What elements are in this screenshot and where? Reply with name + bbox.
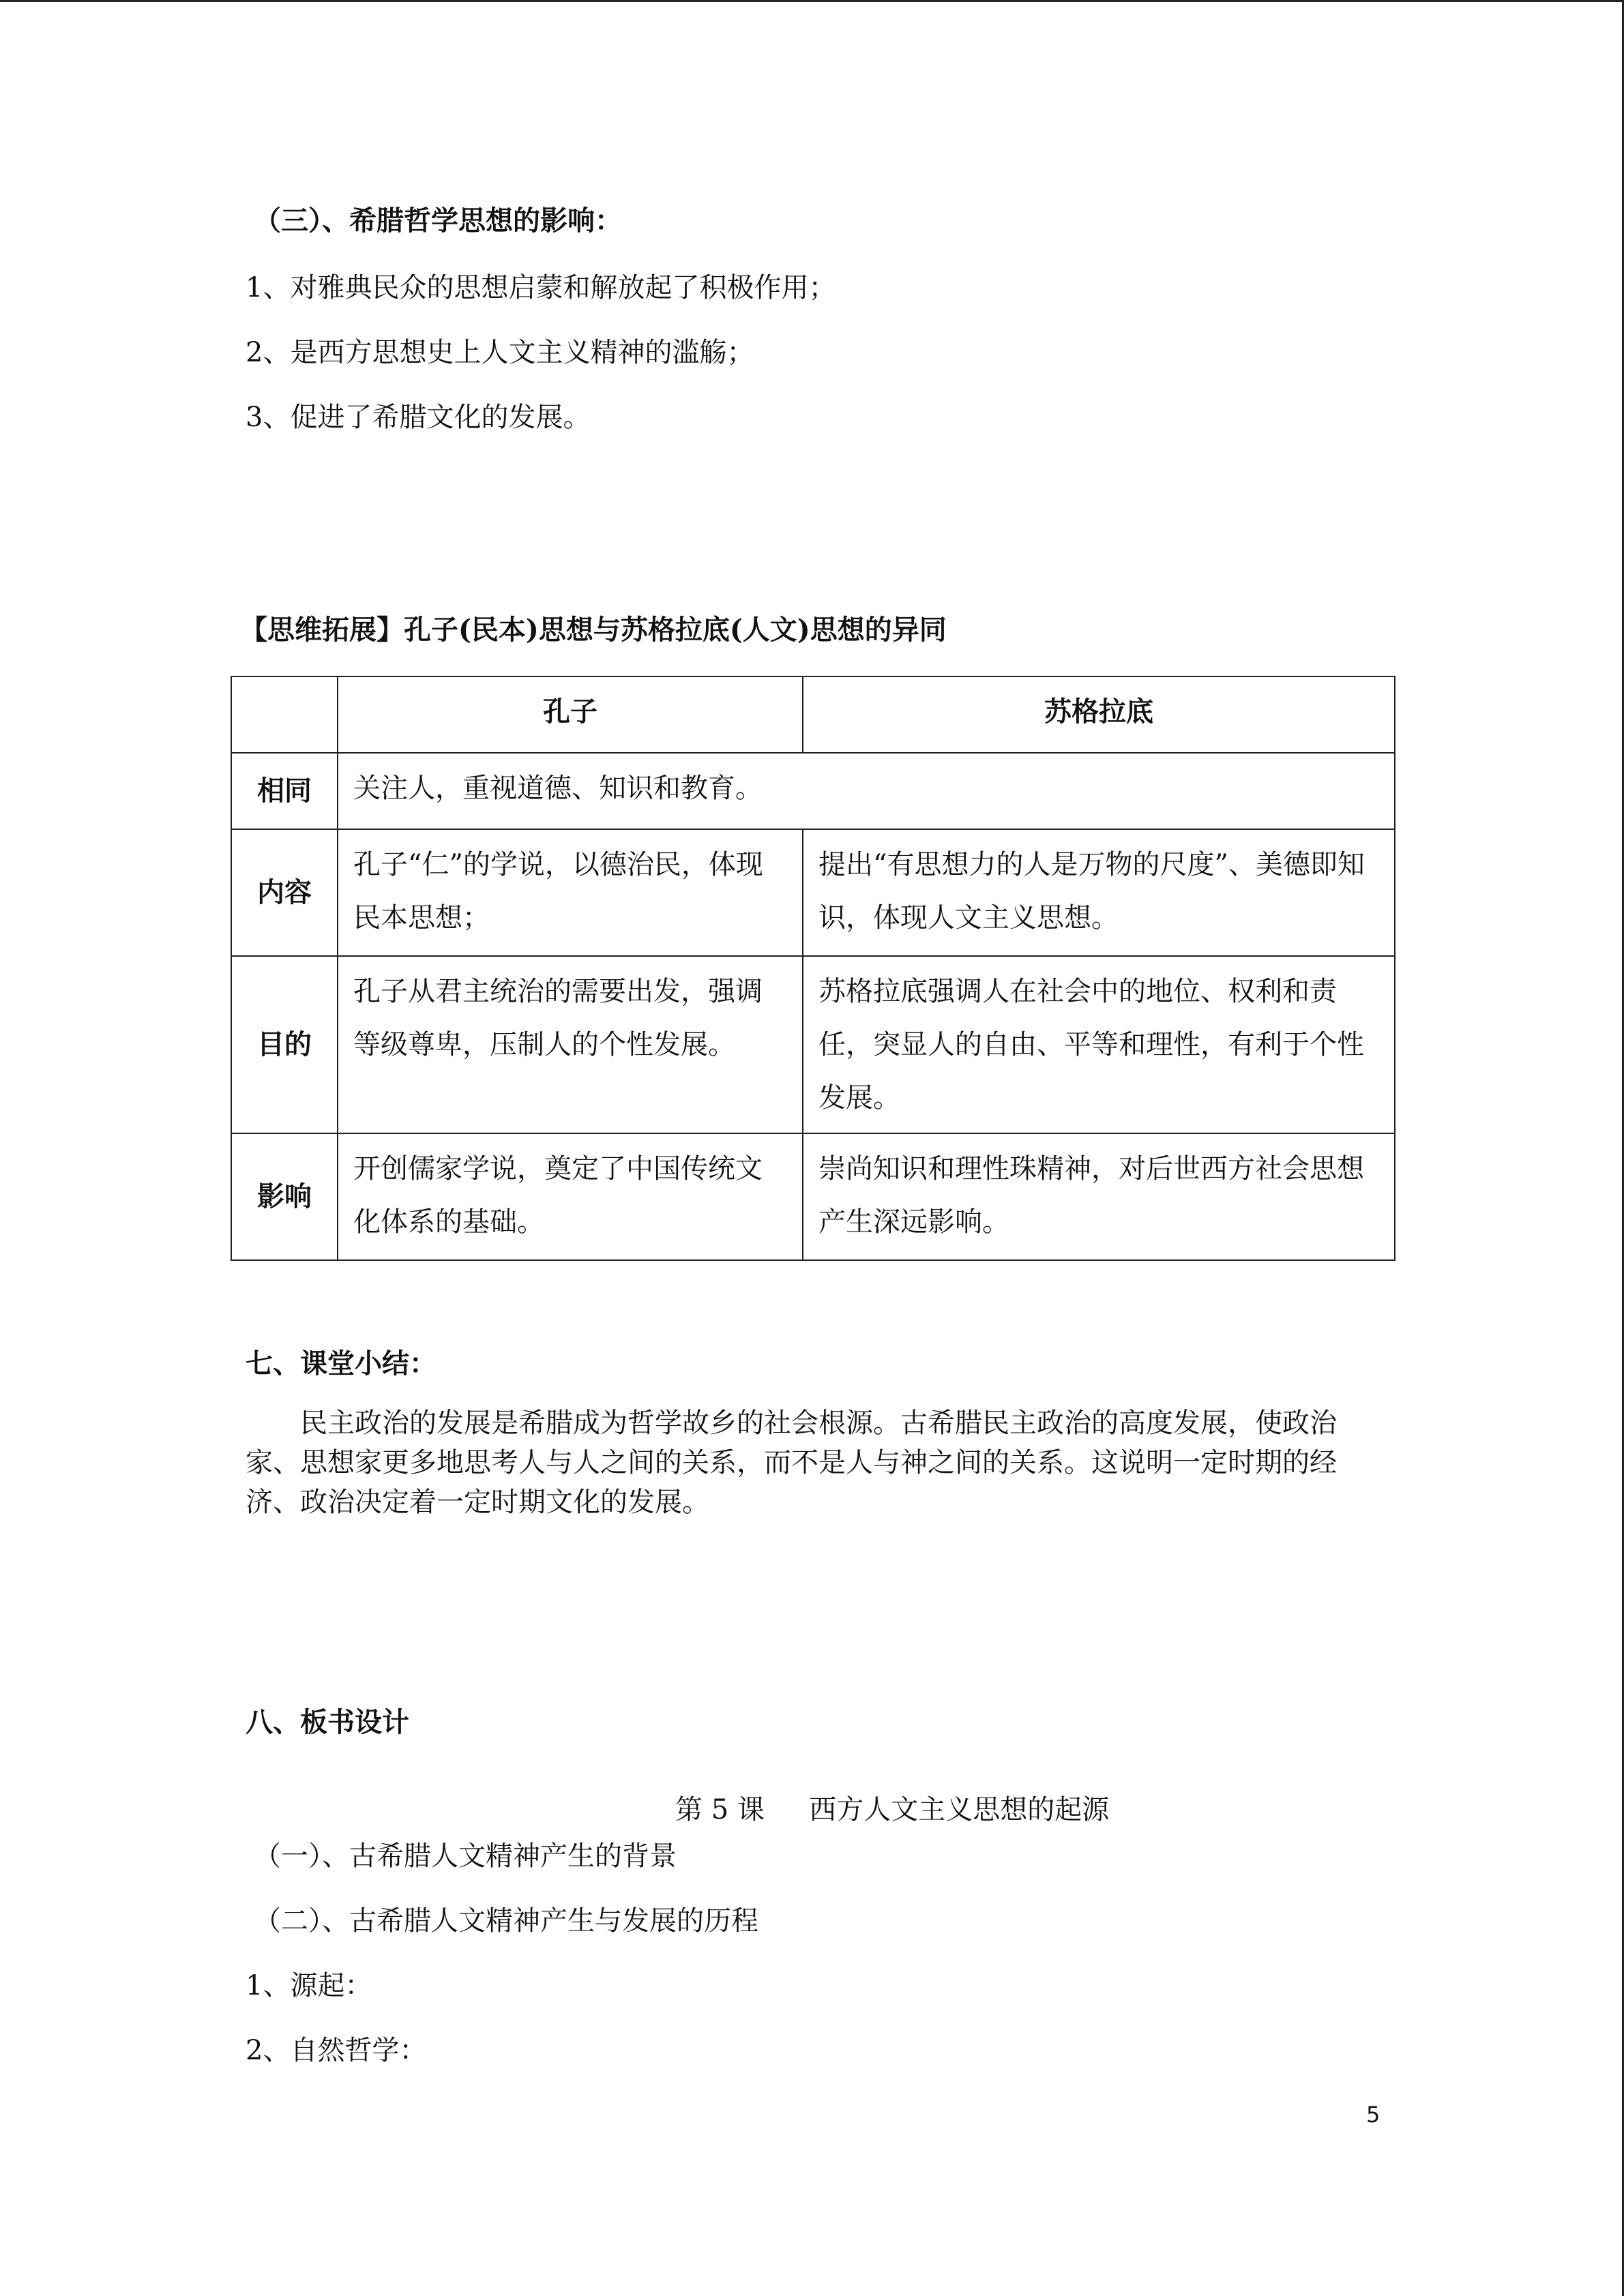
board-line-3: 1、源起： <box>246 1970 372 2001</box>
table-row <box>231 829 1395 956</box>
table-row <box>231 1133 1395 1260</box>
table-corner-cell <box>231 676 338 753</box>
table-row <box>231 956 1395 1133</box>
lesson-title: 第 5 课 西方人文主义思想的起源 <box>675 1794 1110 1825</box>
cell-content-kongzi: 孔子“仁”的学说，以德治民，体现民本思想； <box>338 829 803 956</box>
section3-item-2: 2、是西方思想史上人文主义精神的滥觞； <box>246 337 754 368</box>
comparison-table <box>231 676 1396 1261</box>
table-header-row <box>231 676 1395 753</box>
page-number: 5 <box>1366 2102 1381 2128</box>
board-line-2: （二）、古希腊人文精神产生与发展的历程 <box>254 1905 758 1937</box>
summary-paragraph <box>246 1403 1371 1522</box>
board-heading: 八、板书设计 <box>246 1706 409 1738</box>
summary-paragraph-text: 民主政治的发展是希腊成为哲学故乡的社会根源。古希腊民主政治的高度发展，使政治家、思想家更多地思考人与人之间的关系，而不是人与神之间的关系。这说明一定时期的经济、政治决定着一定时期文化的发展。 <box>246 1407 1337 1518</box>
section3-item-3: 3、促进了希腊文化的发展。 <box>246 402 591 433</box>
row-label-influence: 影响 <box>231 1133 338 1260</box>
row-label-same: 相同 <box>231 753 338 829</box>
cell-influence-kongzi: 开创儒家学说，奠定了中国传统文化体系的基础。 <box>338 1133 803 1260</box>
cell-influence-socrates: 崇尚知识和理性珠精神，对后世西方社会思想产生深远影响。 <box>803 1133 1395 1260</box>
page-border-top <box>0 0 1624 2</box>
cell-purpose-kongzi: 孔子从君主统治的需要出发，强调等级尊卑，压制人的个性发展。 <box>338 956 803 1133</box>
board-line-4: 2、自然哲学： <box>246 2035 427 2066</box>
board-line-1: （一）、古希腊人文精神产生的背景 <box>254 1840 677 1872</box>
cell-same-merged: 关注人，重视道德、知识和教育。 <box>338 753 1395 829</box>
summary-heading: 七、课堂小结： <box>246 1347 437 1380</box>
row-label-purpose: 目的 <box>231 956 338 1133</box>
expansion-heading: 【思维拓展】孔子(民本)思想与苏格拉底(人文)思想的异同 <box>240 614 947 646</box>
table-row <box>231 753 1395 829</box>
cell-purpose-socrates: 苏格拉底强调人在社会中的地位、权利和责任，突显人的自由、平等和理性，有利于个性发展。 <box>803 956 1395 1133</box>
column-header-socrates: 苏格拉底 <box>803 676 1395 753</box>
section3-heading: （三）、希腊哲学思想的影响： <box>254 205 622 237</box>
cell-content-socrates: 提出“有思想力的人是万物的尺度”、美德即知识，体现人文主义思想。 <box>803 829 1395 956</box>
row-label-content: 内容 <box>231 829 338 956</box>
column-header-kongzi: 孔子 <box>338 676 803 753</box>
section3-item-1: 1、对雅典民众的思想启蒙和解放起了积极作用； <box>246 272 836 303</box>
